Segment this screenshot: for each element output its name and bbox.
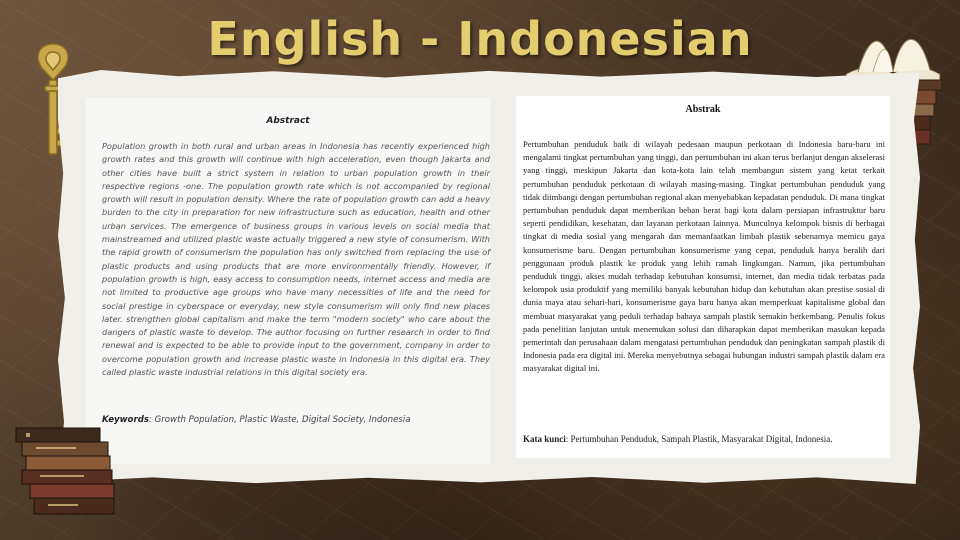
english-abstract-heading: Abstract bbox=[266, 116, 310, 126]
indonesian-keywords-label: Kata kunci bbox=[523, 434, 566, 444]
english-abstract-panel bbox=[86, 98, 490, 464]
indonesian-keywords bbox=[523, 434, 885, 444]
english-keywords-label: Keywords bbox=[102, 415, 149, 425]
slide-title: English - Indonesian bbox=[207, 12, 753, 66]
book-stack-icon bbox=[12, 424, 122, 520]
indonesian-abstract-panel bbox=[516, 96, 890, 458]
english-keywords-text: : Growth Population, Plastic Waste, Digital Society, Indonesia bbox=[148, 415, 411, 425]
indonesian-abstract-body: Pertumbuhan penduduk baik di wilayah pedesaan maupun perkotaan di Indonesia baru-baru ini mengalami tingkat pertumbuhan yang tinggi, dan pertumbuhan ini akan terus berlanjut dengan akselerasi yang tinggi, meskipun Jakarta dan kota-kota lain telah membangun sistem yang ketat terkait pertumbuhan penduduk perkotaan di wilayah masing-masing. Tingkat pertumbuhan penduduk yang tidak diimbangi dengan pertumbuhan regional akan menyebabkan kepadatan penduduk. Di mana tingkat pertumbuhan penduduk dapat memberikan beban berat bagi kota dalam persiapan infrastruktur baru seperti pendidikan, kesehatan, dan layanan perkotaan lainnya. Munculnya kelompok bisnis di berbagai tingkat di media sosial yang mengarah dan memanfaatkan limbah plastik sebenarnya memicu gaya konsumerisme baru. Dengan pertumbuhan konsumerisme yang cepat, penduduk hanya beralih dari penggunaan produk plastik ke produk yang lebih ramah lingkungan. Namun, jika pertumbuhan penduduk tinggi, akses mudah terhadap kebutuhan konsumsi, internet, dan media tidak terbatas pada kelompok usia produktif yang memiliki banyak kebutuhan hidup dan kebutuhan akan prestise sosial di dunia maya atau sehari-hari, konsumerisme gaya baru hanya akan memperkuat kapitalisme global dan membuat masyarakat yang peduli terhadap bahaya sampah plastik semakin berkembang. Penulis fokus pada penelitian lanjutan untuk menemukan solusi dan diharapkan dapat memberikan masukan kepada pemerintah dan perusahaan dalam mengatasi pertumbuhan penduduk dan peningkatan sampah plastik di Indonesia pada era digital ini. Mereka menyebutnya sebagai hubungan industri sampah plastik dalam era masyarakat digital ini. bbox=[523, 139, 885, 374]
indonesian-abstract-heading: Abstrak bbox=[685, 104, 721, 115]
english-abstract-body: Population growth in both rural and urban areas in Indonesia has recently experienced high growth rates and this growth will continue with high acceleration, even though Jakarta and other cities have built a strict system in relation to urban population growth in their respective regions -one. The population growth rate which is not accompanied by regional growth will result in population density. Where the rate of population growth can add a heavy burden to the city in preparation for new infrastructure such as education, health and other urban services. The emergence of business groups in various levels on social media that mainstreamed and utilized plastic waste actually triggered a new style of consumerism. With the rapid growth of consumerism the population has only switched from replacing the use of plastic products and using products that are more environmentally friendly. However, if population growth is high, easy access to consumption needs, internet access and media are not limited to productive age groups who have many necessities of life and the need for social prestige in cyberspace or everyday, new style consumerism will only find new places later. strengthen global capitalism and make the term "modern society" who care about the dangers of plastic waste to develop. The author focusing on further research in order to find renewal and is expected to be able to provide input to the government, company in order to overcome population growth and increase plastic waste in Indonesia in this digital era. They called plastic waste industrial relations in this digital society era. bbox=[102, 141, 490, 378]
english-keywords bbox=[102, 415, 490, 425]
indonesian-keywords-text: : Pertumbuhan Penduduk, Sampah Plastik, Masyarakat Digital, Indonesia. bbox=[565, 434, 833, 444]
